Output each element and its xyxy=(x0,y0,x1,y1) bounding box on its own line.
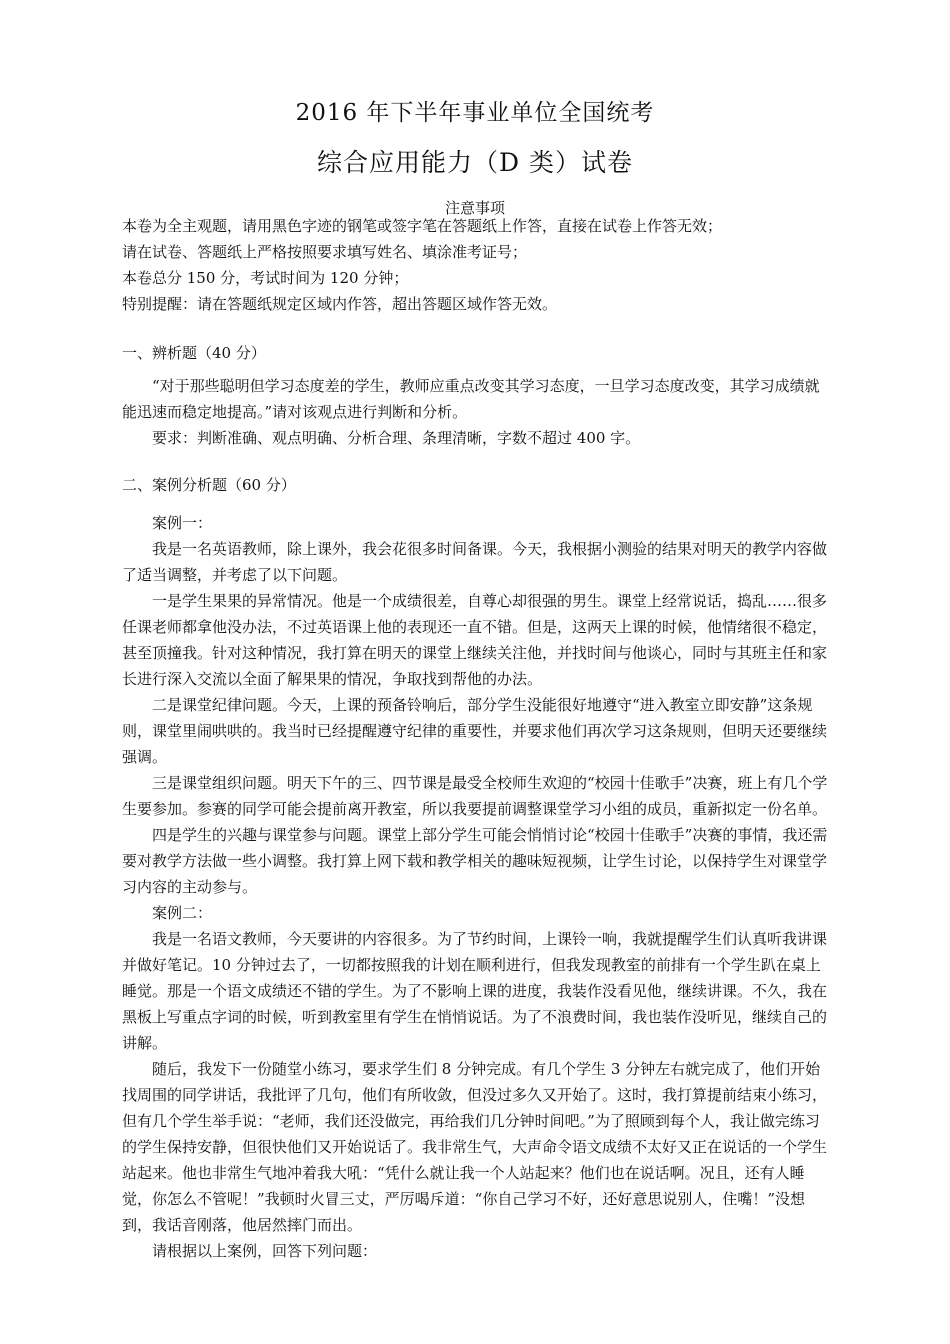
notice-heading: 注意事项 xyxy=(444,199,505,217)
case1-paragraph: 四是学生的兴趣与课堂参与问题。课堂上部分学生可能会悄悄讨论“校园十佳歌手”决赛的事情，我还需要对教学方法做一些小调整。我打算上网下载和教学相关的趣味短视频，让学生讨论，以保持学生对课堂学习内容的主动参与。 xyxy=(122,826,828,896)
exam-subtitle: 综合应用能力（D 类）试卷 xyxy=(317,148,633,177)
case1-paragraph: 一是学生果果的异常情况。他是一个成绩很差，自尊心却很强的男生。课堂上经常说话，捣乱……很多任课老师都拿他没办法，不过英语课上他的表现还一直不错。但是，这两天上课的时候，他情绪很不稳定，甚至顶撞我。针对这种情况，我打算在明天的课堂上继续关注他，并找时间与他谈心，同时与其班主任和家长进行深入交流以全面了解果果的情况，争取找到帮他的办法。 xyxy=(122,592,828,688)
notice-item: 本卷为全主观题，请用黑色字迹的钢笔或签字笔在答题纸上作答，直接在试卷上作答无效； xyxy=(122,217,723,235)
section1-requirement: 要求：判断准确、观点明确、分析合理、条理清晰，字数不超过 400 字。 xyxy=(152,429,641,447)
notice-list xyxy=(122,213,834,317)
case1-paragraph: 二是课堂纪律问题。今天，上课的预备铃响后，部分学生没能很好地遵守“进入教室立即安静”这条规则，课堂里闹哄哄的。我当时已经提醒遵守纪律的重要性，并要求他们再次学习这条规则，但明天还要继续强调。 xyxy=(122,696,828,766)
section1-heading: 一、辨析题（40 分） xyxy=(122,344,266,362)
case1-label: 案例一： xyxy=(152,514,213,532)
notice-item: 请在试卷、答题纸上严格按照要求填写姓名、填涂准考证号； xyxy=(122,243,528,261)
closing-prompt: 请根据以上案例，回答下列问题： xyxy=(152,1242,378,1260)
section1-body xyxy=(122,373,834,451)
exam-title: 2016 年下半年事业单位全国统考 xyxy=(295,100,655,126)
case2-paragraph: 我是一名语文教师，今天要讲的内容很多。为了节约时间，上课铃一响，我就提醒学生们认真听我讲课并做好笔记。10 分钟过去了，一切都按照我的计划在顺利进行，但我发现教室的前排有一个学生趴在桌上睡觉。那是一个语文成绩还不错的学生。为了不影响上课的进度，我装作没看见他，继续讲课。不久，我在黑板上写重点字词的时候，听到教室里有学生在悄悄说话。为了不浪费时间，我也装作没听见，继续自己的讲解。 xyxy=(122,930,828,1052)
case1-paragraph: 我是一名英语教师，除上课外，我会花很多时间备课。今天，我根据小测验的结果对明天的教学内容做了适当调整，并考虑了以下问题。 xyxy=(122,540,828,584)
section2-heading: 二、案例分析题（60 分） xyxy=(122,476,296,494)
case1-paragraph: 三是课堂组织问题。明天下午的三、四节课是最受全校师生欢迎的“校园十佳歌手”决赛，班上有几个学生要参加。参赛的同学可能会提前离开教室，所以我要提前调整课堂学习小组的成员，重新拟定一份名单。 xyxy=(122,774,828,818)
case2-label: 案例二： xyxy=(152,904,213,922)
section2-body xyxy=(122,510,834,1264)
notice-item: 特别提醒：请在答题纸规定区域内作答，超出答题区域作答无效。 xyxy=(122,295,558,313)
case2-paragraph: 随后，我发下一份随堂小练习，要求学生们 8 分钟完成。有几个学生 3 分钟左右就完成了，他们开始找周围的同学讲话，我批评了几句，他们有所收敛，但没过多久又开始了。这时，我打算提前结束小练习，但有几个学生举手说：“老师，我们还没做完，再给我们几分钟时间吧。”为了照顾到每个人，我让做完练习的学生保持安静，但很快他们又开始说话了。我非常生气，大声命令语文成绩不太好又正在说话的一个学生站起来。他也非常生气地冲着我大吼：“凭什么就让我一个人站起来？他们也在说话啊。况且，还有人睡觉，你怎么不管呢！”我顿时火冒三丈，严厉喝斥道：“你自己学习不好，还好意思说别人，住嘴！”没想到，我话音刚落，他居然摔门而出。 xyxy=(122,1060,828,1234)
notice-item: 本卷总分 150 分，考试时间为 120 分钟； xyxy=(122,269,409,287)
section1-question: “对于那些聪明但学习态度差的学生，教师应重点改变其学习态度，一旦学习态度改变，其学习成绩就能迅速而稳定地提高。”请对该观点进行判断和分析。 xyxy=(122,377,820,421)
